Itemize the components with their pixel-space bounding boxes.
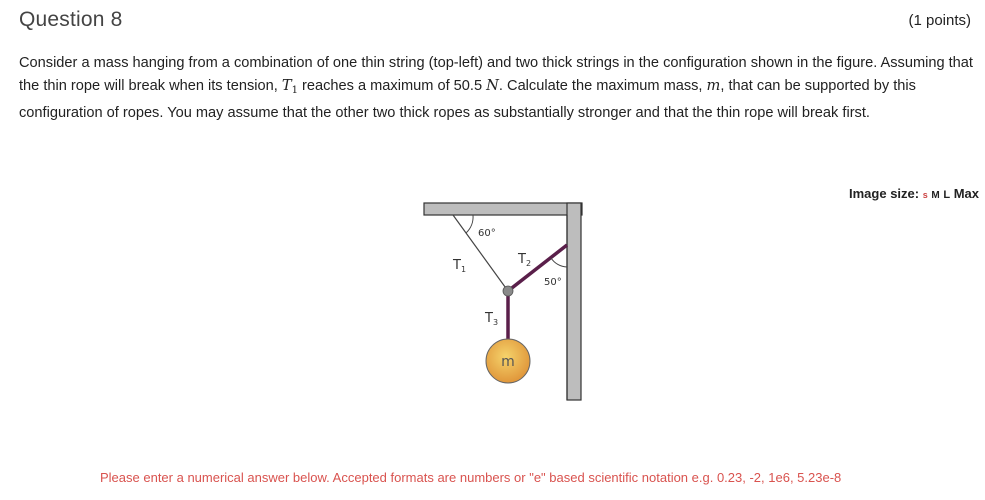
image-size-control xyxy=(849,186,979,201)
question-text-part-1: Consider a mass hanging from a combination of one thin string (top-left) and two thick strings in the configuration shown in the figure. Assuming that the thin rope will break when its tension, xyxy=(19,55,973,94)
right-wall xyxy=(567,203,581,400)
rope-knot xyxy=(503,286,513,296)
image-size-max-option[interactable]: Max xyxy=(953,186,979,201)
ceiling-beam xyxy=(424,203,582,215)
question-text-part-2: reaches a maximum of 50.5 xyxy=(297,77,487,94)
tension-label-t2: $T_2$ xyxy=(518,252,532,268)
tension-label-t1: $T_1$ xyxy=(453,258,467,274)
image-size-large-option[interactable]: L xyxy=(943,189,951,201)
image-size-label: Image size: xyxy=(849,186,920,201)
tension-t1-symbol: $T_1$ xyxy=(281,76,298,96)
thin-rope-t1 xyxy=(453,215,508,291)
angle-arc-right xyxy=(551,258,567,267)
image-size-small-option[interactable]: s xyxy=(922,190,928,200)
question-text-part-3: . Calculate the maximum mass, xyxy=(498,77,707,94)
tension-label-t3: $T_3$ xyxy=(485,311,499,327)
question-text-part-4: , that can be supported by this configuration of ropes. You may assume that the other two thick ropes as substantially stronger and that the thin rope will break first. xyxy=(19,77,916,121)
angle-label-right: 50° xyxy=(544,277,562,288)
angle-label-left: 60° xyxy=(478,228,496,239)
mass-label: m xyxy=(501,354,515,370)
answer-format-note: Please enter a numerical answer below. Accepted formats are numbers or "e" based scientific notation e.g. 0.23, -2, 1e6, 5.23e-8 xyxy=(100,470,842,485)
question-title: Question 8 xyxy=(19,8,123,31)
question-text xyxy=(19,52,974,125)
question-points: (1 points) xyxy=(908,12,971,29)
angle-arc-left xyxy=(466,215,473,233)
image-size-medium-option[interactable]: M xyxy=(931,190,940,201)
rope-tension-figure xyxy=(418,195,588,405)
unit-newton: N xyxy=(486,76,499,94)
mass-symbol: m xyxy=(706,76,721,94)
